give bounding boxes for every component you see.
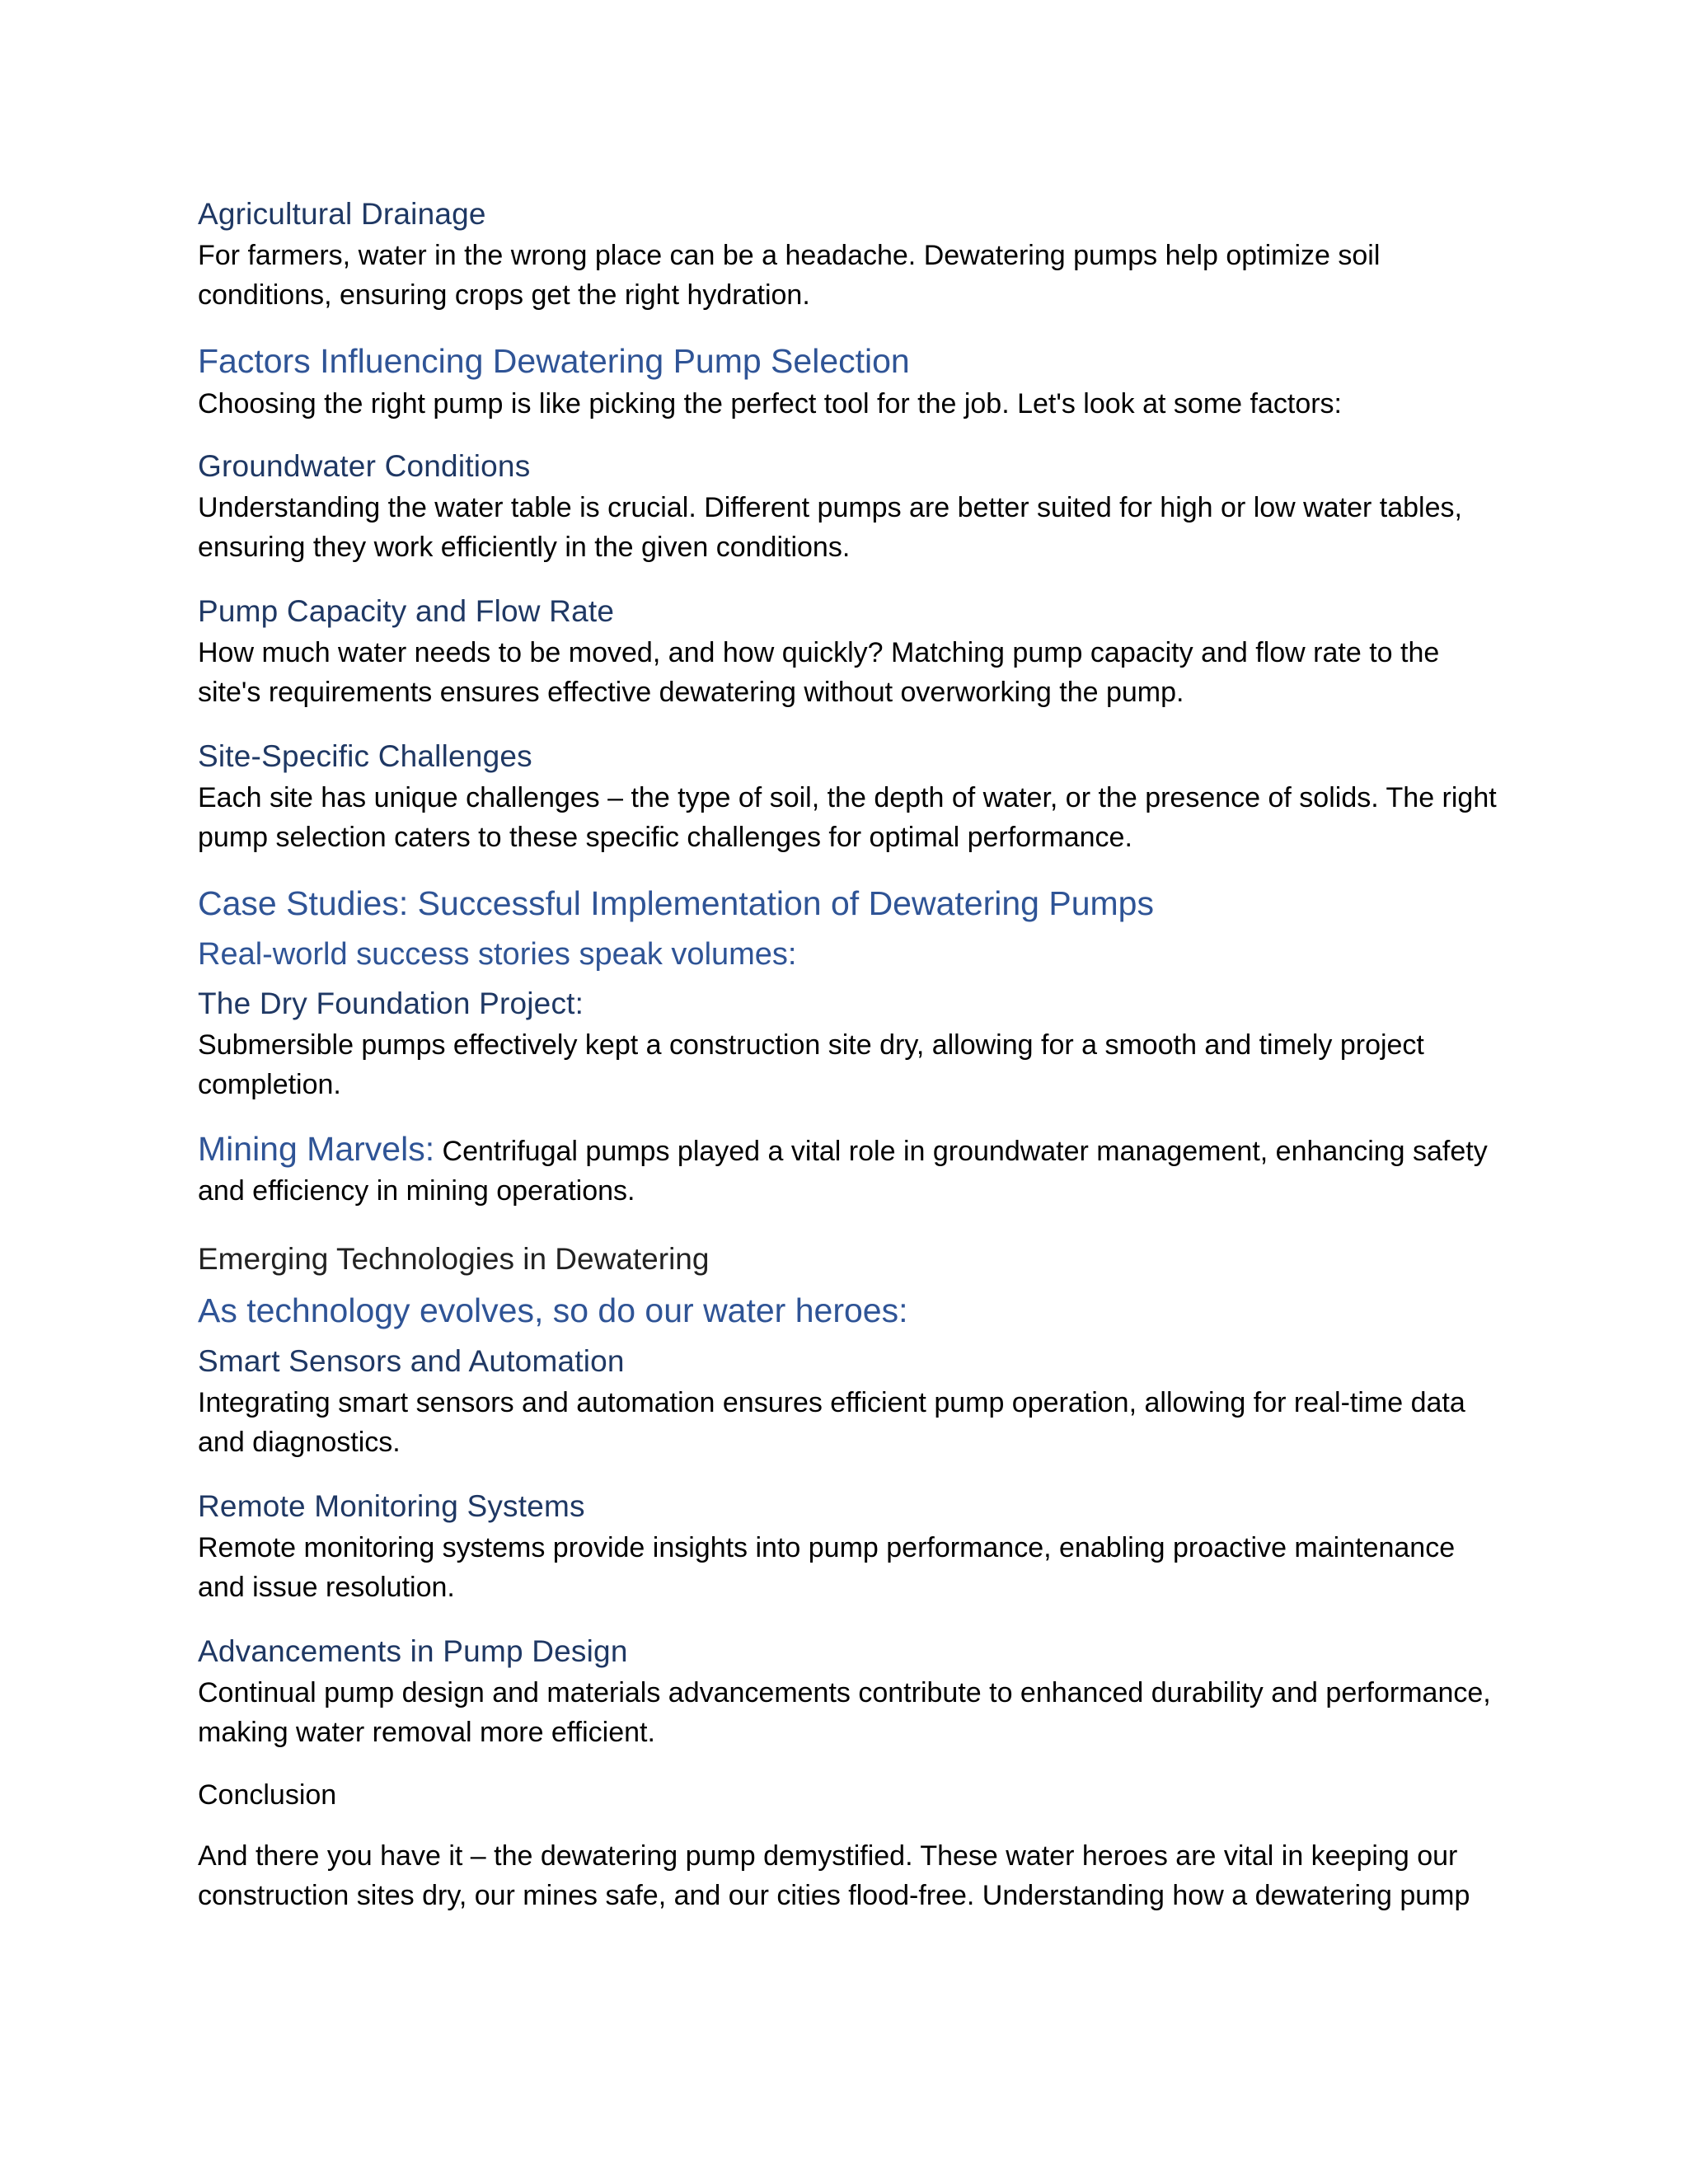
mining-marvels-paragraph — [198, 1129, 1500, 1211]
case-studies-heading: Case Studies: Successful Implementation of Dewatering Pumps — [198, 884, 1154, 922]
factors-heading: Factors Influencing Dewatering Pump Selection — [198, 342, 910, 380]
agricultural-drainage-heading: Agricultural Drainage — [198, 197, 486, 231]
dry-foundation-heading: The Dry Foundation Project: — [198, 987, 584, 1020]
mining-marvels-heading: Mining Marvels: — [198, 1130, 435, 1168]
pump-capacity-heading: Pump Capacity and Flow Rate — [198, 594, 615, 628]
pump-design-paragraph: Continual pump design and materials advancements contribute to enhanced durability and performance, making water removal more efficient. — [198, 1677, 1491, 1748]
site-challenges-heading: Site-Specific Challenges — [198, 739, 532, 773]
emerging-technologies-intro: As technology evolves, so do our water heroes: — [198, 1291, 908, 1329]
agricultural-drainage-paragraph: For farmers, water in the wrong place can be a headache. Dewatering pumps help optimize soil conditions, ensuring crops get the right hydration. — [198, 240, 1381, 311]
groundwater-heading: Groundwater Conditions — [198, 449, 531, 483]
pump-capacity-paragraph: How much water needs to be moved, and how quickly? Matching pump capacity and flow rate to the site's requirements ensures effective dewatering without overworking the pump. — [198, 637, 1440, 708]
remote-monitoring-heading: Remote Monitoring Systems — [198, 1489, 585, 1523]
mining-marvels-text: Centrifugal pumps played a vital role in groundwater management, enhancing safety and efficiency in mining operations. — [198, 1136, 1488, 1207]
factors-paragraph: Choosing the right pump is like picking the perfect tool for the job. Let's look at some factors: — [198, 388, 1342, 419]
remote-monitoring-paragraph: Remote monitoring systems provide insights into pump performance, enabling proactive maintenance and issue resolution. — [198, 1532, 1456, 1603]
case-studies-intro: Real-world success stories speak volumes: — [198, 937, 797, 972]
smart-sensors-paragraph: Integrating smart sensors and automation ensures efficient pump operation, allowing for real-time data and diagnostics. — [198, 1387, 1465, 1458]
conclusion-heading: Conclusion — [198, 1779, 337, 1811]
pump-design-heading: Advancements in Pump Design — [198, 1634, 628, 1668]
emerging-technologies-heading: Emerging Technologies in Dewatering — [198, 1242, 710, 1276]
groundwater-paragraph: Understanding the water table is crucial. Different pumps are better suited for high or low water tables, ensuring they work efficiently in the given conditions. — [198, 492, 1462, 563]
smart-sensors-heading: Smart Sensors and Automation — [198, 1344, 625, 1378]
conclusion-paragraph: And there you have it – the dewatering pump demystified. These water heroes are vital in keeping our construction sites dry, our mines safe, and our cities flood-free. Understanding how a dewatering pump — [198, 1840, 1470, 1911]
site-challenges-paragraph: Each site has unique challenges – the type of soil, the depth of water, or the presence of solids. The right pump selection caters to these specific challenges for optimal performance. — [198, 782, 1497, 853]
dry-foundation-paragraph: Submersible pumps effectively kept a construction site dry, allowing for a smooth and timely project completion. — [198, 1029, 1424, 1100]
